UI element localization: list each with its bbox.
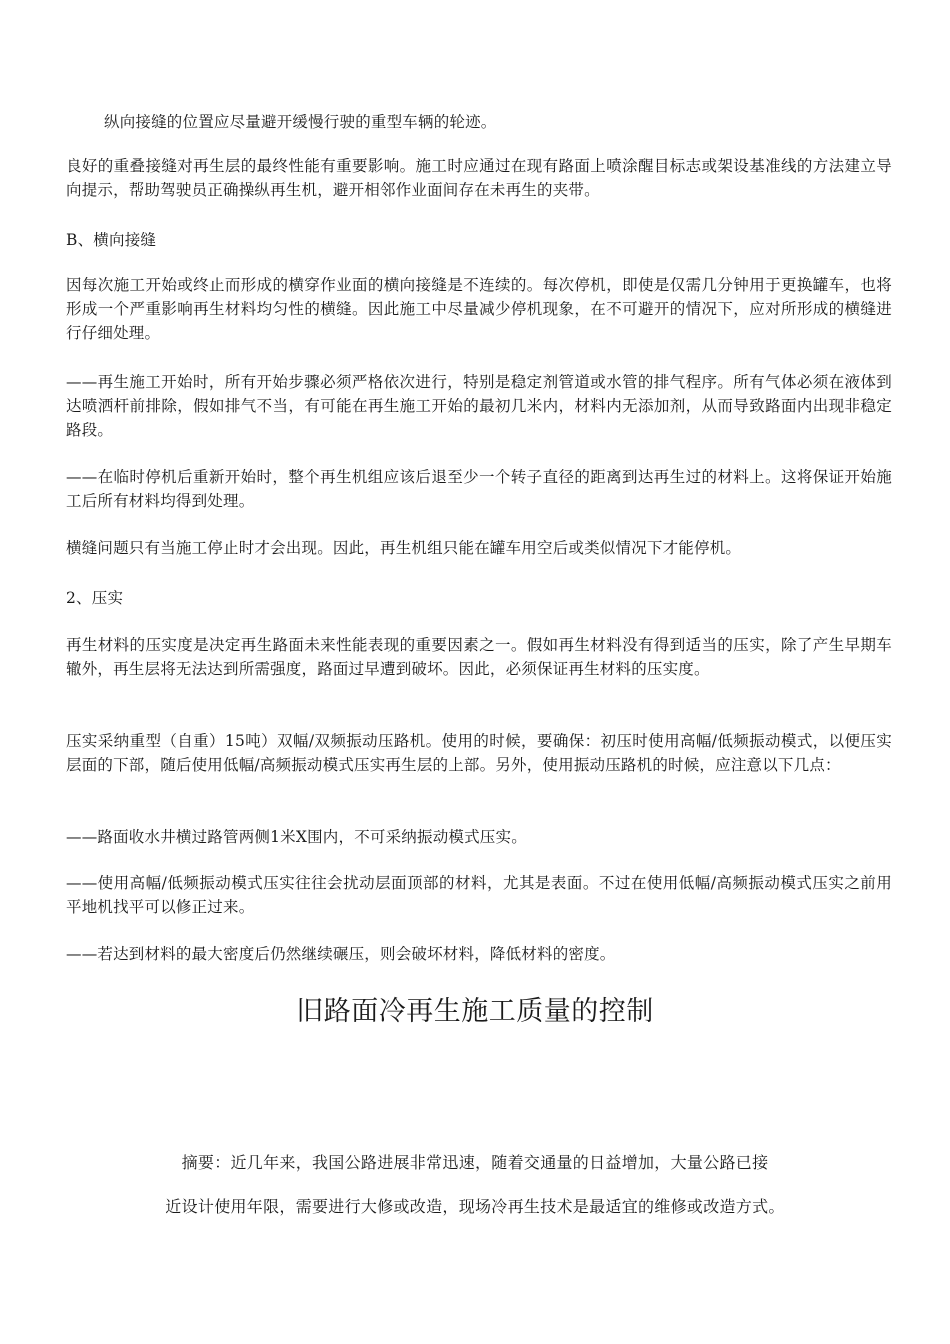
paragraph-manhole-note: ——路面收水井横过路管两侧1米X围内，不可采纳振动模式压实。 xyxy=(66,828,527,846)
paragraph-transverse-issue: 横缝问题只有当施工停止时才会出现。因此，再生机组只能在罐车用空后或类似情况下才能停机。 xyxy=(66,539,742,557)
paragraph-restart-procedure: ——在临时停机后重新开始时，整个再生机组应该后退至少一个转子直径的距离到达再生过的材料上。这将保证开始施工后所有材料均得到处理。 xyxy=(66,468,892,510)
abstract-line-1: 摘要：近几年来，我国公路进展非常迅速，随着交通量的日益增加，大量公路已接 xyxy=(181,1153,769,1172)
document-title: 旧路面冷再生施工质量的控制 xyxy=(296,996,654,1027)
paragraph-compaction-importance: 再生材料的压实度是决定再生路面未来性能表现的重要因素之一。假如再生材料没有得到适当的压实，除了产生早期车辙外，再生层将无法达到所需强度，路面过早遭到破坏。因此，必须保证再生材料的压实度。 xyxy=(66,636,892,678)
heading-compaction: 2、压实 xyxy=(66,589,124,607)
paragraph-longitudinal-joint: 纵向接缝的位置应尽量避开缓慢行驶的重型车辆的轮迹。 xyxy=(104,113,497,131)
paragraph-high-amplitude-note: ——使用高幅/低频振动模式压实往往会扰动层面顶部的材料，尤其是表面。不过在使用低幅/高频振动模式压实之前用平地机找平可以修正过来。 xyxy=(66,874,892,916)
paragraph-start-procedure: ——再生施工开始时，所有开始步骤必须严格依次进行，特别是稳定剂管道或水管的排气程序。所有气体必须在液体到达喷洒杆前排除，假如排气不当，有可能在再生施工开始的最初几米内，材料内无添加剂，从而导致路面内出现非稳定路段。 xyxy=(66,373,892,439)
paragraph-density-note: ——若达到材料的最大密度后仍然继续碾压，则会破坏材料，降低材料的密度。 xyxy=(66,945,616,963)
paragraph-transverse-joint: 因每次施工开始或终止而形成的横穿作业面的横向接缝是不连续的。每次停机，即使是仅需几分钟用于更换罐车，也将形成一个严重影响再生材料均匀性的横缝。因此施工中尽量减少停机现象，在不可避开的情况下，应对所形成的横缝进行仔细处理。 xyxy=(66,276,892,342)
abstract-line-2: 近设计使用年限，需要进行大修或改造，现场冷再生技术是最适宜的维修或改造方式。 xyxy=(165,1197,785,1216)
heading-transverse-joint: B、横向接缝 xyxy=(66,231,157,249)
paragraph-compaction-roller: 压实采纳重型（自重）15吨）双幅/双频振动压路机。使用的时候，要确保：初压时使用高幅/低频振动模式，以便压实层面的下部，随后使用低幅/高频振动模式压实再生层的上部。另外，使用振动压路机的时候，应注意以下几点： xyxy=(66,732,892,774)
paragraph-overlap-joint: 良好的重叠接缝对再生层的最终性能有重要影响。施工时应通过在现有路面上喷涂醒目标志或架设基准线的方法建立导向提示，帮助驾驶员正确操纵再生机，避开相邻作业面间存在未再生的夹带。 xyxy=(66,157,892,199)
